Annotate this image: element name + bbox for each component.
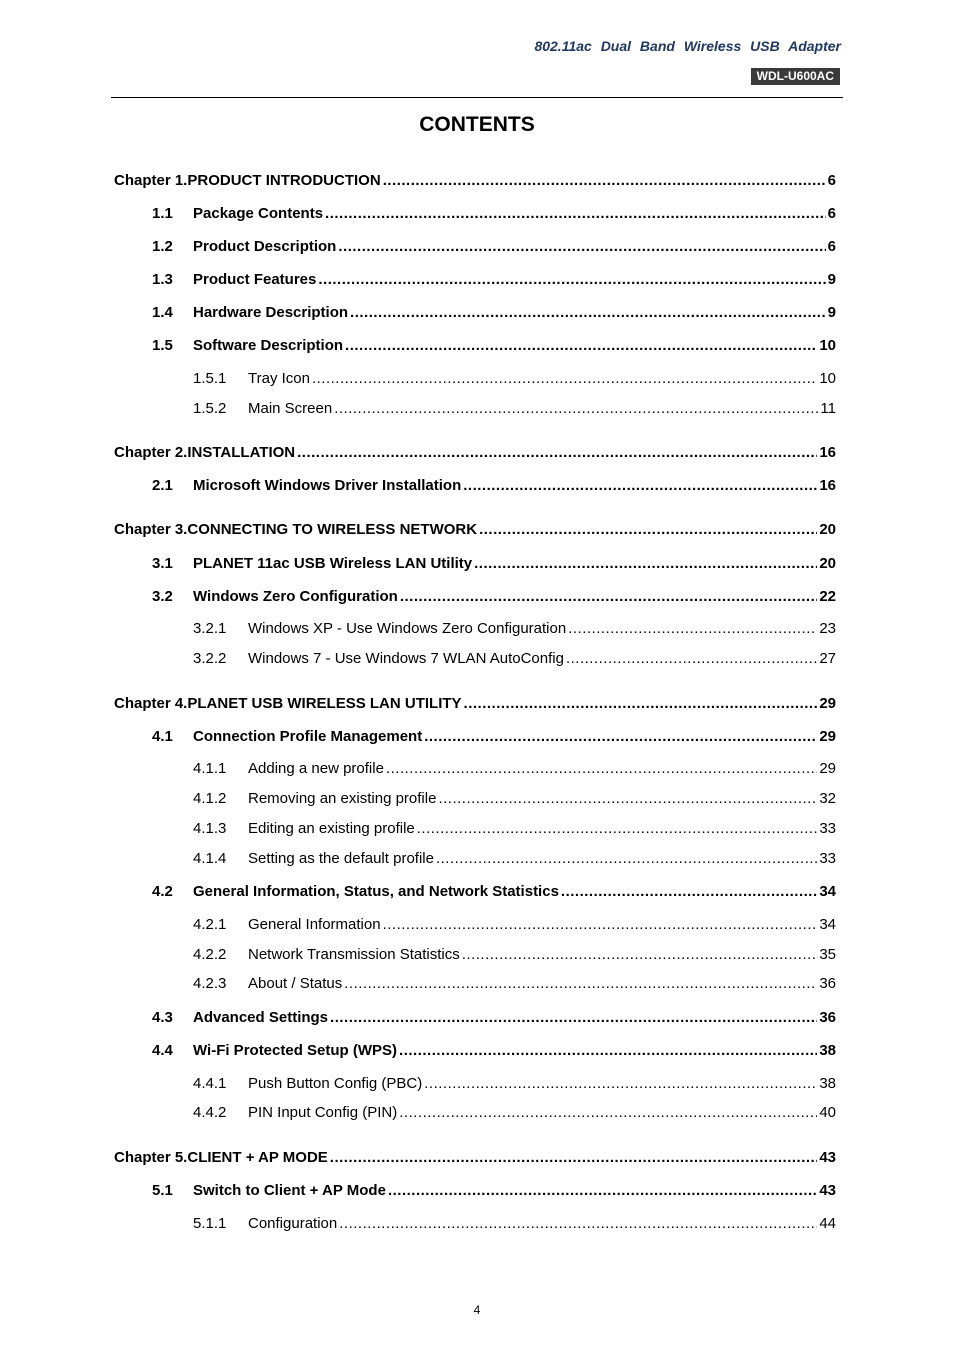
toc-entry-number: 4.3 xyxy=(152,1009,173,1026)
toc-dot-leader xyxy=(479,520,817,540)
toc-entry-4-2[interactable] xyxy=(152,882,836,902)
toc-entry-1-5-2[interactable] xyxy=(193,399,836,419)
page-title: CONTENTS xyxy=(419,113,535,136)
toc-entry-chapter-5[interactable] xyxy=(114,1148,836,1168)
toc-entry-page: 38 xyxy=(819,1075,836,1092)
toc-entry-title: Advanced Settings xyxy=(193,1009,329,1026)
toc-dot-leader xyxy=(334,399,818,419)
toc-entry-4-2-2[interactable] xyxy=(193,945,836,965)
toc-dot-leader xyxy=(339,1214,817,1234)
toc-entry-title: PLANET 11ac USB Wireless LAN Utility xyxy=(193,555,473,572)
toc-entry-page: 33 xyxy=(819,820,836,837)
toc-entry-title: Editing an existing profile xyxy=(248,820,415,837)
toc-entry-page: 29 xyxy=(819,728,836,745)
toc-entry-page: 20 xyxy=(819,521,836,538)
toc-dot-leader xyxy=(424,1074,817,1094)
toc-entry-1-1[interactable] xyxy=(152,204,836,224)
toc-entry-number: 1.2 xyxy=(152,238,173,255)
toc-entry-number: 4.1.2 xyxy=(193,790,227,807)
toc-entry-chapter-2[interactable] xyxy=(114,443,836,463)
toc-entry-title: Windows XP - Use Windows Zero Configuration xyxy=(248,620,567,637)
toc-entry-1-4[interactable] xyxy=(152,303,836,323)
toc-entry-number: 4.4.1 xyxy=(193,1075,227,1092)
toc-dot-leader xyxy=(350,303,826,323)
toc-dot-leader xyxy=(400,587,817,607)
toc-entry-page: 34 xyxy=(819,883,836,900)
toc-entry-title: Switch to Client + AP Mode xyxy=(193,1182,386,1199)
toc-entry-number: 1.5.1 xyxy=(193,370,227,387)
toc-entry-page: 16 xyxy=(819,444,836,461)
toc-entry-title: Software Description xyxy=(193,337,344,354)
toc-dot-leader xyxy=(383,915,818,935)
toc-entry-page: 6 xyxy=(827,238,836,255)
toc-entry-5-1[interactable] xyxy=(152,1181,836,1201)
toc-entry-title: Configuration xyxy=(248,1215,338,1232)
toc-dot-leader xyxy=(436,849,817,869)
toc-dot-leader xyxy=(561,882,817,902)
toc-entry-number: Chapter 5. xyxy=(114,1149,188,1166)
toc-dot-leader xyxy=(462,945,818,965)
toc-entry-title: Connection Profile Management xyxy=(193,728,423,745)
toc-entry-page: 9 xyxy=(827,271,836,288)
toc-entry-page: 6 xyxy=(827,205,836,222)
toc-entry-title: Hardware Description xyxy=(193,304,349,321)
toc-entry-page: 44 xyxy=(819,1215,836,1232)
toc-entry-page: 27 xyxy=(819,650,836,667)
toc-entry-page: 40 xyxy=(819,1104,836,1121)
toc-dot-leader xyxy=(424,727,817,747)
header-divider xyxy=(111,97,843,98)
toc-entry-page: 36 xyxy=(819,1009,836,1026)
toc-dot-leader xyxy=(325,204,826,224)
toc-entry-title: Tray Icon xyxy=(248,370,310,387)
toc-dot-leader xyxy=(330,1008,817,1028)
toc-entry-number: 4.2.2 xyxy=(193,946,227,963)
toc-entry-chapter-1[interactable] xyxy=(114,171,836,191)
toc-entry-4-1-3[interactable] xyxy=(193,819,836,839)
toc-dot-leader xyxy=(464,694,818,714)
toc-entry-4-4-1[interactable] xyxy=(193,1074,836,1094)
toc-dot-leader xyxy=(566,649,817,669)
toc-entry-number: 4.4.2 xyxy=(193,1104,227,1121)
toc-entry-number: 2.1 xyxy=(152,477,173,494)
toc-entry-number: Chapter 2. xyxy=(114,444,188,461)
toc-entry-number: Chapter 3. xyxy=(114,521,188,538)
toc-entry-2-1[interactable] xyxy=(152,476,836,496)
toc-dot-leader xyxy=(312,369,817,389)
toc-entry-title: INSTALLATION xyxy=(187,444,296,461)
toc-entry-number: 4.2.3 xyxy=(193,975,227,992)
toc-dot-leader xyxy=(338,237,825,257)
toc-entry-1-2[interactable] xyxy=(152,237,836,257)
toc-entry-1-5[interactable] xyxy=(152,336,836,356)
toc-entry-title: Wi-Fi Protected Setup (WPS) xyxy=(193,1042,398,1059)
toc-entry-page: 43 xyxy=(819,1149,836,1166)
toc-entry-page: 32 xyxy=(819,790,836,807)
toc-dot-leader xyxy=(344,974,817,994)
toc-entry-3-2-2[interactable] xyxy=(193,649,836,669)
toc-entry-title: Package Contents xyxy=(193,205,324,222)
toc-entry-page: 38 xyxy=(819,1042,836,1059)
toc-entry-4-1-2[interactable] xyxy=(193,789,836,809)
toc-entry-title: PLANET USB WIRELESS LAN UTILITY xyxy=(187,695,462,712)
toc-entry-number: 1.4 xyxy=(152,304,173,321)
toc-entry-title: Setting as the default profile xyxy=(248,850,434,867)
toc-entry-number: 3.2 xyxy=(152,588,173,605)
toc-entry-number: 5.1 xyxy=(152,1182,173,1199)
toc-dot-leader xyxy=(345,336,817,356)
toc-entry-1-3[interactable] xyxy=(152,270,836,290)
toc-entry-title: CONNECTING TO WIRELESS NETWORK xyxy=(187,521,478,538)
toc-entry-number: 1.1 xyxy=(152,205,173,222)
toc-entry-page: 29 xyxy=(819,695,836,712)
toc-entry-page: 20 xyxy=(819,555,836,572)
toc-dot-leader xyxy=(386,759,817,779)
toc-dot-leader xyxy=(474,554,817,574)
toc-entry-number: Chapter 4. xyxy=(114,695,188,712)
model-badge: WDL-U600AC xyxy=(751,68,840,85)
toc-entry-1-5-1[interactable] xyxy=(193,369,836,389)
toc-entry-number: 4.1 xyxy=(152,728,173,745)
toc-dot-leader xyxy=(399,1041,817,1061)
toc-entry-5-1-1[interactable] xyxy=(193,1214,836,1234)
toc-dot-leader xyxy=(297,443,817,463)
toc-entry-4-1[interactable] xyxy=(152,727,836,747)
toc-entry-number: 5.1.1 xyxy=(193,1215,227,1232)
toc-entry-title: General Information, Status, and Network Statistics xyxy=(193,883,559,900)
toc-dot-leader xyxy=(399,1103,817,1123)
toc-entry-3-2[interactable] xyxy=(152,587,836,607)
header-title: 802.11ac Dual Band Wireless USB Adapter xyxy=(534,38,841,54)
toc-entry-page: 10 xyxy=(819,370,836,387)
toc-entry-4-1-1[interactable] xyxy=(193,759,836,779)
toc-entry-4-3[interactable] xyxy=(152,1008,836,1028)
toc-entry-page: 36 xyxy=(819,975,836,992)
toc-entry-4-1-4[interactable] xyxy=(193,849,836,869)
toc-entry-number: 4.2 xyxy=(152,883,173,900)
toc-entry-title: About / Status xyxy=(248,975,343,992)
toc-dot-leader xyxy=(318,270,825,290)
toc-entry-page: 33 xyxy=(819,850,836,867)
toc-entry-number: 3.1 xyxy=(152,555,173,572)
toc-entry-page: 23 xyxy=(819,620,836,637)
toc-entry-3-2-1[interactable] xyxy=(193,619,836,639)
toc-entry-title: PRODUCT INTRODUCTION xyxy=(187,172,381,189)
toc-entry-number: 4.2.1 xyxy=(193,916,227,933)
toc-entry-page: 22 xyxy=(819,588,836,605)
toc-entry-page: 29 xyxy=(819,760,836,777)
toc-entry-page: 16 xyxy=(819,477,836,494)
toc-dot-leader xyxy=(417,819,818,839)
toc-entry-number: 4.1.4 xyxy=(193,850,227,867)
toc-entry-4-4-2[interactable] xyxy=(193,1103,836,1123)
toc-entry-number: 4.1.3 xyxy=(193,820,227,837)
toc-dot-leader xyxy=(463,476,817,496)
toc-entry-number: 1.5 xyxy=(152,337,173,354)
toc-entry-3-1[interactable] xyxy=(152,554,836,574)
toc-entry-number: 4.4 xyxy=(152,1042,173,1059)
toc-entry-title: Network Transmission Statistics xyxy=(248,946,460,963)
toc-entry-number: 4.1.1 xyxy=(193,760,227,777)
toc-entry-title: PIN Input Config (PIN) xyxy=(248,1104,398,1121)
toc-entry-title: Windows Zero Configuration xyxy=(193,588,398,605)
toc-dot-leader xyxy=(383,171,826,191)
toc-entry-title: Adding a new profile xyxy=(248,760,384,777)
toc-entry-title: CLIENT + AP MODE xyxy=(187,1149,328,1166)
toc-entry-4-2-3[interactable] xyxy=(193,974,836,994)
page-number: 4 xyxy=(473,1303,481,1317)
toc-dot-leader xyxy=(330,1148,818,1168)
toc-entry-page: 6 xyxy=(827,172,836,189)
toc-entry-4-2-1[interactable] xyxy=(193,915,836,935)
toc-dot-leader xyxy=(388,1181,817,1201)
toc-entry-page: 34 xyxy=(819,916,836,933)
toc-entry-page: 9 xyxy=(827,304,836,321)
toc-entry-title: Push Button Config (PBC) xyxy=(248,1075,423,1092)
toc-entry-4-4[interactable] xyxy=(152,1041,836,1061)
toc-entry-number: 1.5.2 xyxy=(193,400,227,417)
toc-entry-title: Removing an existing profile xyxy=(248,790,437,807)
toc-entry-page: 11 xyxy=(820,400,836,417)
toc-entry-title: Windows 7 - Use Windows 7 WLAN AutoConfig xyxy=(248,650,564,667)
toc-entry-title: Product Features xyxy=(193,271,317,288)
toc-entry-number: 1.3 xyxy=(152,271,173,288)
toc-entry-title: Microsoft Windows Driver Installation xyxy=(193,477,462,494)
toc-dot-leader xyxy=(438,789,817,809)
toc-entry-title: General Information xyxy=(248,916,381,933)
toc-dot-leader xyxy=(568,619,817,639)
toc-entry-page: 35 xyxy=(819,946,836,963)
toc-entry-number: Chapter 1. xyxy=(114,172,188,189)
toc-entry-number: 3.2.1 xyxy=(193,620,227,637)
toc-entry-title: Main Screen xyxy=(248,400,333,417)
toc-entry-title: Product Description xyxy=(193,238,337,255)
toc-entry-page: 43 xyxy=(819,1182,836,1199)
toc-entry-page: 10 xyxy=(819,337,836,354)
toc-entry-chapter-3[interactable] xyxy=(114,520,836,540)
toc-entry-chapter-4[interactable] xyxy=(114,694,836,714)
toc-entry-number: 3.2.2 xyxy=(193,650,227,667)
